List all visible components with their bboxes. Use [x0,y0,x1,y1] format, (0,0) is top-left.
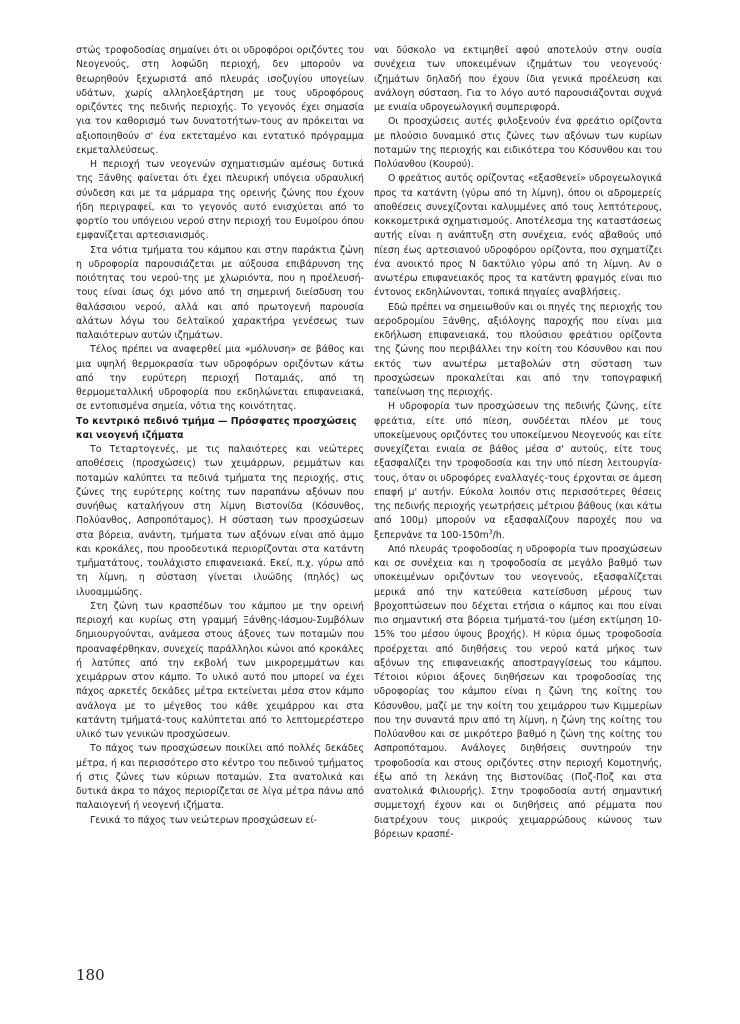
paragraph: Το Τεταρτογενές, με τις παλαιότερες και νεώτερες αποθέσεις (προσχώσεις) των χειμάρρων, ρεμμάτων και ποταμών καλύπτει τα πεδινά τμήματα της περιοχής, στις ζώνες της ευρύτερης κοίτης των παραπάνω αξόνων που συνήθως καταλήγουν στη λίμνη Βιστονίδα (Κόσυνθος, Πολύανθος, Ασπροπόταμος). Η σύσταση των προσχώσεων στα βόρεια, ανάντη, τμήματα των αξόνων είναι από άμμο και κροκάλες, που προοδευτικά περιορίζονται στα κατάντη τμήματάτους, τουλάχιστο επιφανειακά. Εκεί, π.χ. γύρω από τη λίμνη, η σύσταση γίνεται ιλυώδης (πηλός) ως ιλυοαμμώδης. [76,444,364,598]
paragraph: Γενικά το πάχος των νεώτερων προσχώσεων εί- [90,814,318,826]
paragraph: Από πλευράς τροφοδοσίας η υδροφορία των προσχώσεων και σε συνέχεια και η τροφοδοσία σε μεγάλο βαθμό των υποκειμένων οριζόντων του νεογενούς, εξασφαλίζεται μερικά από την κατεύθεια κατείσδυση μέρους των βροχοπτώσεων που δέχεται ετήσια ο κάμπος και που είναι πιο σημαντική στα βόρεια τμήματά-του (μέση εκτίμηση 10-15% του μέσου ύψους βροχής). Η κύρια όμως τροφοδοσία προέρχεται από διηθήσεις του νερού κατά μήκος των αξόνων της επιφανειακής αποστραγγίσεως του κάμπου. Τέτοιοι κύριοι άξονες διηθήσεων και τροφοδοσίας της υδροφορίας του κάμπου είναι η ζώνη της κοίτης του Κόσυνθου, μαζί με την κοίτη του χειμάρρου των Κιμμερίων που την συναντά πριν από τη λίμνη, η ζώνη της κοίτης του Πολύανθου και σε μικρότερο βαθμό η ζώνη της κοίτης του Ασπροπόταμου. Ανάλογες διηθήσεις συντηρούν την τροφοδοσία και στους οριζόντες στην περιοχή Κομοτηνής, έξω από τη λεκάνη της Βιστονίδας (Ποζ-Ποζ και στα ανατολικά Φιλιουρής). Στην τροφοδοσία αυτή σημαντική συμμετοχή έχουν και οι διηθήσεις από ρέμματα που διατρέχουν τους μικρούς χειμαρρώδους κώνους των βόρειων κρασπέ- [374,543,662,840]
paragraph: Τέλος πρέπει να αναφερθεί μια «μόλυνση» σε βάθος και μια υψηλή θερμοκρασία των υδροφόρων οριζόντων κάτω από την ευρύτερη περιοχή Ποταμιάς, από τη θερμομεταλλική υδροφορία που εκδηλώνεται επιφανειακά, σε εντοπισμένα σημεία, νότια της κοινότητας. [76,344,364,413]
left-column [76,44,364,828]
paragraph: Το πάχος των προσχώσεων ποικίλει από πολλές δεκάδες μέτρα, ή και περισσότερο στο κέντρο του πεδινού τμήματος ή στις ζώνες των κύριων ποταμών. Στα ανατολικά και δυτικά άκρα το πάχος περιορίζεται σε λίγα μέτρα πάνω από παλαιογενή ή νεογενή ιζήματα. [76,743,364,812]
paragraph: Ο φρεάτιος αυτός ορίζοντας «εξασθενεί» υδρογεωλογικά προς τα κατάντη (γύρω από τη λίμνη), όπου οι αδρομερείς αποθέσεις συνεχίζονται καλυμμένες από τους λεπτότερους, κοκκομετρικά σχηματισμούς. Αποτέλεσμα της καταστάσεως αυτής είναι η ανάπτυξη στη συνέχεια, ενός αβαθούς υπό πίεση έως αρτεσιανού υδροφόρου ορίζοντα, που σχηματίζει ένα ανοικτό προς Ν δακτύλιο γύρω από τη λίμνη. Αν ο ανωτέρω επιφανειακός προς τα κατάντη φραγμός είναι πιο έντονος εκδηλώνονται, τοπικά πηγαίες αναβλήσεις. [374,173,662,299]
paragraph: Στη ζώνη των κρασπέδων του κάμπου με την ορεινή περιοχή και κυρίως στη γραμμή Ξάνθης-Ιάσμου-Συμβόλων δημιουργούνται, ανάμεσα στους άξονες των ποταμών που προαναφέρθηκαν, συνεχείς παράλληλοι κώνοι από κροκάλες ή λατύπες από την εκβολή των μικρορεμμάτων και χειμάρρων στον κάμπο. Το υλικό αυτό που μπορεί να έχει πάχος αρκετές δεκάδες μέτρα εκτείνεται μέσα στον κάμπο ανάλογα με το μέγεθος του κάθε χειμάρρου και στα κατάντη τμήματά-τους καλύπτεται από το λεπτομερέστερο υλικό των γενικών προσχώσεων. [76,600,364,740]
paragraph: Στα νότια τμήματα του κάμπου και στην παράκτια ζώνη η υδροφορία παρουσιάζεται με αύξουσα επιβάρυνση της ποιότητας του νερού-της με χλωριόντα, που η προέλευσή-τους είναι ίσως όχι μόνο από τη σημερινή διείσδυση του θαλάσσιου νερού, αλλά και από πρωτογενή παρουσία αλάτων λόγω του δελταϊκού χαρακτήρα γενέσεως των παλαιότερων αυτών ιζημάτων. [76,244,364,341]
paragraph: στώς τροφοδοσίας σημαίνει ότι οι υδροφόροι οριζόντες του Νεογενούς, στη λοφώδη περιοχή, δεν μπορούν να θεωρηθούν ξεχωριστά από πλευράς ισοζυγίου υπογείων υδάτων, χωρίς αλληλοεξάρτηση με τους υδροφόρους οριζόντες της πεδινής περιοχής. Το γεγονός έχει σημασία για τον καθορισμό των δυνατοτήτων-τους αν πρόκειται να αξιοποιηθούν σ' ένα εκτεταμένο και εντατικό πρόγραμμα εκμεταλλεύσεως. [76,45,364,156]
section-heading: Το κεντρικό πεδινό τμήμα — Πρόσφατες προσχώσεις και νεογενή ιζήματα [76,415,357,441]
paragraph-text: Η υδροφορία των προσχώσεων της πεδινής ζώνης, είτε φρεάτια, είτε υπό πίεση, συνδέεται πλέον με τους υποκείμενους οριζόντες του υποκείμενου Νεογενούς και είτε συνεχίζεται ενιαία σε βάθος μέσα σ' αυτούς, είτε τους εξασφαλίζει την τροφοδοσία και την υπό πίεση λειτουργία-τους, όταν οι υδροφόρες εναλλαγές-τους έρχονται σε άμεση επαφή μ' αυτήν. Εύκολα λοιπόν στις περισσότερες θέσεις της πεδινής περιοχής γεωτρήσεις μέτριου βάθους (και κάτω από 100μ) μπορούν να εξασφαλίζουν παροχές που να ξεπερνάνε τα 100-150m [374,401,662,541]
paragraph-text: /h. [492,529,505,541]
superscript: 3 [488,528,493,536]
paragraph: ναι δύσκολο να εκτιμηθεί αφού αποτελούν στην ουσία συνέχεια των υποκειμένων ιζημάτων του νεογενούς· ιζημάτων δηλαδή που έχουν ίδια γενικά προέλευση και ανάλογη σύσταση. Για το λόγο αυτό παρουσιάζονται συχνά με ενιαία υδρογεωλογική συμπεριφορά. [374,45,662,113]
paragraph: Οι προσχώσεις αυτές φιλοξενούν ένα φρεάτιο ορίζοντα με πλούσιο δυναμικό στις ζώνες των αξόνων των κυρίων ποταμών της περιοχής και ειδικότερα του Κόσυνθου και του Πολύανθου (Κουρού). [374,116,662,170]
paragraph: Εδώ πρέπει να σημειωθούν και οι πηγές της περιοχής του αεροδρομίου Ξάνθης, αξιόλογης παροχής που είναι μια εκδήλωση επιφανειακά, του πλούσιου φρεάτιου ορίζοντα της ζώνης που περιβάλλει την κοίτη του Κόσυνθου και που εκτός των ανωτέρω μεταβολών στη σύσταση των προσχώσεων προκαλείται και από την τοπογραφική ταπείνωση της περιοχής. [374,301,662,398]
paragraph [374,400,662,543]
paragraph: Η περιοχή των νεογενών σχηματισμών αμέσως δυτικά της Ξάνθης φαίνεται ότι έχει πλευρική υπόγεια υδραυλική σύνδεση και με τα μάρμαρα της ορεινής ζώνης που έχουν ήδη περιγραφεί, και το γεγονός αυτό ενισχύεται από το φορτίο του υπόγειου νερού στην περιοχή του Ευμοίρου όπου εμφανίζεται αρτεσιανισμός. [76,159,364,242]
right-column [374,44,662,842]
page-number: 180 [76,966,105,984]
